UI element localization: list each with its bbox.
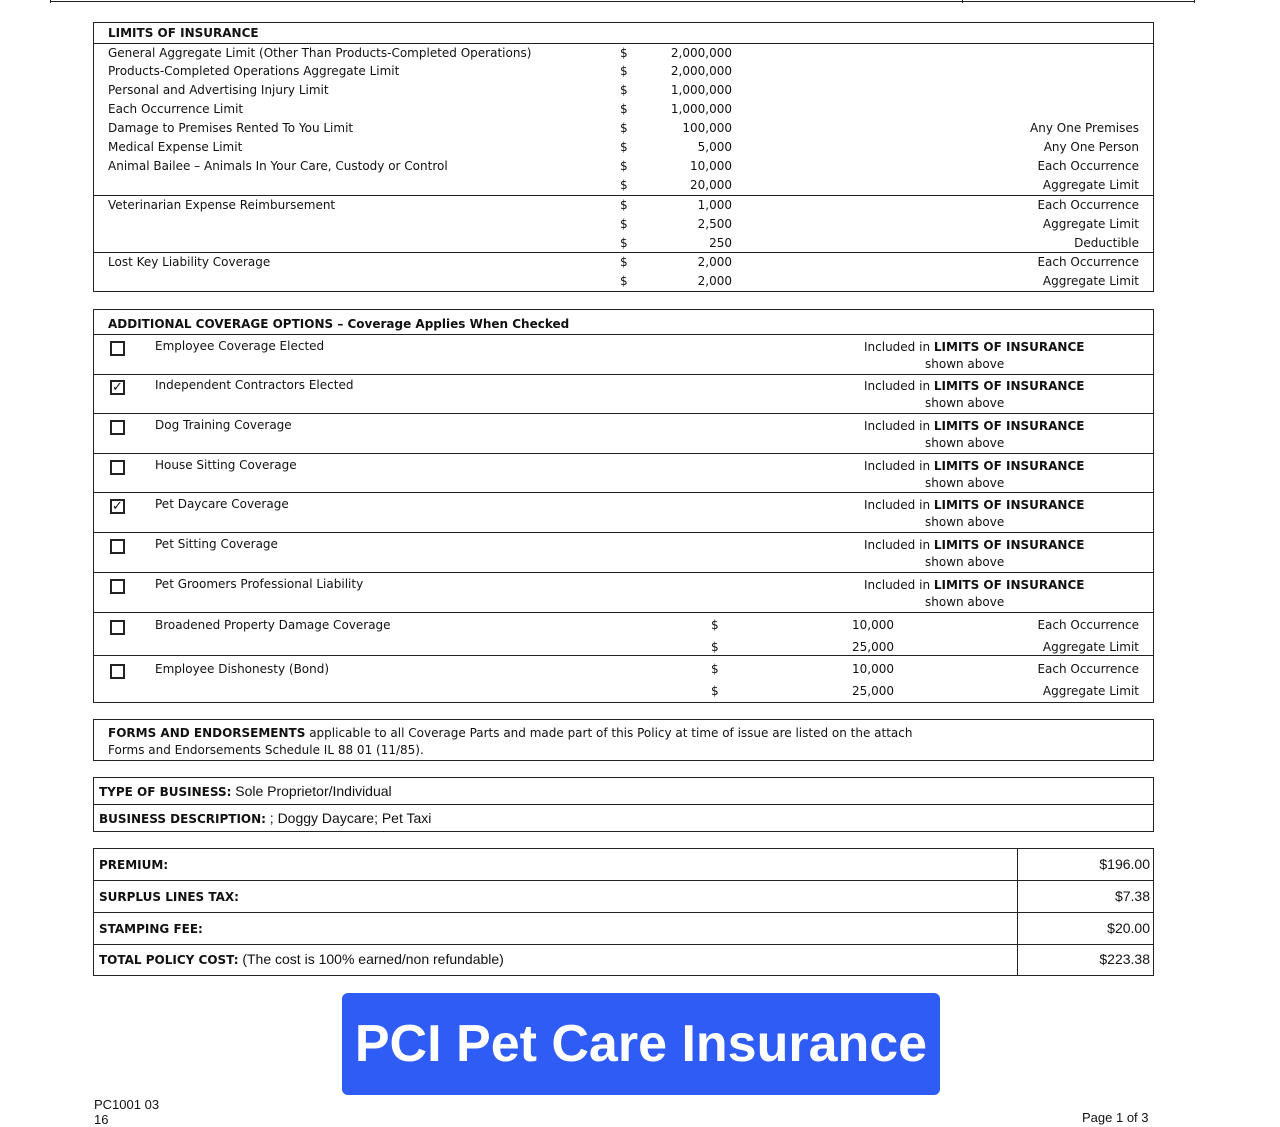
top-border-right: [1194, 0, 1195, 3]
included-text: [864, 379, 1084, 393]
row-divider: [93, 655, 1154, 656]
total-line: [99, 952, 504, 967]
coverage-label: Employee Dishonesty (Bond): [155, 662, 330, 676]
row-divider: [93, 532, 1154, 533]
limit-label: Animal Bailee – Animals In Your Care, Custody or Control: [108, 159, 448, 173]
limit-currency: $: [620, 64, 628, 78]
limit-currency: $: [620, 46, 628, 60]
row-divider: [93, 413, 1154, 414]
included-text: [864, 419, 1084, 433]
desc-value: ; Doggy Daycare; Pet Taxi: [269, 810, 432, 826]
forms-line-1: [108, 726, 912, 740]
row-divider: [93, 492, 1154, 493]
coverage-label: Broadened Property Damage Coverage: [155, 618, 391, 632]
included-bold: LIMITS OF INSURANCE: [933, 379, 1085, 393]
limits-heading: LIMITS OF INSURANCE: [108, 26, 259, 40]
coverage-checkbox[interactable]: [110, 420, 125, 435]
included-prefix: Included in: [864, 379, 931, 393]
coverage-currency: $: [711, 640, 719, 654]
included-suffix: shown above: [925, 436, 1005, 450]
included-prefix: Included in: [864, 538, 931, 552]
limit-amount: 2,000: [697, 255, 732, 269]
included-text: [864, 340, 1084, 354]
forms-text-1: applicable to all Coverage Parts and made part of this Policy at time of issue are listed on the attach: [309, 726, 913, 740]
row-divider: [93, 453, 1154, 454]
coverage-checkbox[interactable]: [110, 620, 125, 635]
limit-note: Any One Person: [1043, 140, 1139, 154]
limit-label: Products-Completed Operations Aggregate Limit: [108, 64, 400, 78]
included-bold: LIMITS OF INSURANCE: [933, 419, 1085, 433]
limit-amount: 1,000: [697, 198, 732, 212]
limit-label: Each Occurrence Limit: [108, 102, 244, 116]
limit-note: Each Occurrence: [1037, 198, 1139, 212]
limit-amount: 10,000: [690, 159, 732, 173]
limit-label: Damage to Premises Rented To You Limit: [108, 121, 354, 135]
total-label: TOTAL POLICY COST:: [99, 953, 239, 967]
included-suffix: shown above: [925, 595, 1005, 609]
included-suffix: shown above: [925, 555, 1005, 569]
type-value: Sole Proprietor/Individual: [235, 783, 392, 799]
limit-currency: $: [620, 159, 628, 173]
included-bold: LIMITS OF INSURANCE: [933, 538, 1085, 552]
included-bold: LIMITS OF INSURANCE: [933, 498, 1085, 512]
brand-banner: PCI Pet Care Insurance: [342, 993, 940, 1095]
limit-amount: 20,000: [690, 178, 732, 192]
business-description: [99, 811, 431, 826]
limit-note: Aggregate Limit: [1042, 217, 1139, 231]
additional-heading: ADDITIONAL COVERAGE OPTIONS – Coverage Applies When Checked: [108, 317, 570, 331]
limit-currency: $: [620, 102, 628, 116]
limit-amount: 250: [709, 236, 732, 250]
coverage-note: Aggregate Limit: [1042, 684, 1139, 698]
top-border-mid: [962, 0, 963, 3]
limit-label: Personal and Advertising Injury Limit: [108, 83, 329, 97]
limit-note: Deductible: [1074, 236, 1139, 250]
limit-note: Each Occurrence: [1037, 159, 1139, 173]
row-divider: [93, 572, 1154, 573]
total-value: $223.38: [1099, 951, 1150, 967]
coverage-currency: $: [711, 684, 719, 698]
total-note: (The cost is 100% earned/non refundable): [242, 951, 504, 967]
forms-text-2: Forms and Endorsements Schedule IL 88 01 (11/85).: [108, 743, 424, 757]
coverage-checkbox[interactable]: [110, 539, 125, 554]
coverage-label: Pet Daycare Coverage: [155, 497, 289, 511]
forms-heading: FORMS AND ENDORSEMENTS: [108, 726, 306, 740]
coverage-label: Pet Sitting Coverage: [155, 537, 278, 551]
coverage-note: Aggregate Limit: [1042, 640, 1139, 654]
limit-currency: $: [620, 178, 628, 192]
included-suffix: shown above: [925, 357, 1005, 371]
coverage-note: Each Occurrence: [1037, 662, 1139, 676]
limit-label: Veterinarian Expense Reimbursement: [108, 198, 336, 212]
page-number: Page 1 of 3: [1082, 1110, 1149, 1125]
coverage-label: House Sitting Coverage: [155, 458, 297, 472]
included-bold: LIMITS OF INSURANCE: [933, 459, 1085, 473]
limit-note: Each Occurrence: [1037, 255, 1139, 269]
coverage-amount: 25,000: [852, 684, 894, 698]
limit-currency: $: [620, 121, 628, 135]
coverage-label: Employee Coverage Elected: [155, 339, 325, 353]
limit-currency: $: [620, 274, 628, 288]
coverage-checkbox[interactable]: [110, 460, 125, 475]
coverage-checkbox[interactable]: ✓: [110, 499, 125, 514]
coverage-checkbox[interactable]: [110, 664, 125, 679]
fee-value: $20.00: [1107, 920, 1150, 936]
limit-note: Any One Premises: [1030, 121, 1139, 135]
coverage-currency: $: [711, 618, 719, 632]
included-bold: LIMITS OF INSURANCE: [933, 340, 1085, 354]
top-border-left: [50, 0, 51, 3]
limit-amount: 100,000: [682, 121, 732, 135]
row-divider: [93, 334, 1154, 335]
limit-label: Lost Key Liability Coverage: [108, 255, 271, 269]
limit-currency: $: [620, 255, 628, 269]
included-prefix: Included in: [864, 498, 931, 512]
form-id-line2: 16: [94, 1112, 109, 1127]
coverage-label: Independent Contractors Elected: [155, 378, 354, 392]
coverage-label: Dog Training Coverage: [155, 418, 292, 432]
limit-note: Aggregate Limit: [1042, 274, 1139, 288]
premium-value: $196.00: [1099, 856, 1150, 872]
included-prefix: Included in: [864, 578, 931, 592]
limit-label: Medical Expense Limit: [108, 140, 243, 154]
included-prefix: Included in: [864, 459, 931, 473]
limit-amount: 2,000,000: [670, 64, 732, 78]
row-divider: [93, 374, 1154, 375]
premium-label: PREMIUM:: [99, 858, 169, 872]
fee-label: STAMPING FEE:: [99, 922, 203, 936]
type-of-business: [99, 784, 392, 799]
tax-value: $7.38: [1114, 888, 1150, 904]
desc-label: BUSINESS DESCRIPTION:: [99, 812, 266, 826]
limit-currency: $: [620, 217, 628, 231]
type-label: TYPE OF BUSINESS:: [99, 785, 232, 799]
limit-amount: 1,000,000: [670, 83, 732, 97]
included-text: [864, 538, 1084, 552]
coverage-currency: $: [711, 662, 719, 676]
limit-label: General Aggregate Limit (Other Than Products-Completed Operations): [108, 46, 532, 60]
included-suffix: shown above: [925, 476, 1005, 490]
limit-note: Aggregate Limit: [1042, 178, 1139, 192]
included-suffix: shown above: [925, 515, 1005, 529]
included-suffix: shown above: [925, 396, 1005, 410]
included-prefix: Included in: [864, 419, 931, 433]
included-text: [864, 578, 1084, 592]
coverage-label: Pet Groomers Professional Liability: [155, 577, 364, 591]
limit-currency: $: [620, 236, 628, 250]
coverage-amount: 10,000: [852, 618, 894, 632]
coverage-note: Each Occurrence: [1037, 618, 1139, 632]
included-text: [864, 498, 1084, 512]
coverage-amount: 10,000: [852, 662, 894, 676]
row-divider: [93, 612, 1154, 613]
limit-amount: 2,500: [697, 217, 732, 231]
included-prefix: Included in: [864, 340, 931, 354]
included-bold: LIMITS OF INSURANCE: [933, 578, 1085, 592]
limit-currency: $: [620, 140, 628, 154]
coverage-checkbox[interactable]: [110, 579, 125, 594]
limit-currency: $: [620, 198, 628, 212]
limit-amount: 5,000: [697, 140, 732, 154]
coverage-checkbox[interactable]: ✓: [110, 380, 125, 395]
form-id: PC1001 03: [94, 1097, 160, 1112]
included-text: [864, 459, 1084, 473]
tax-label: SURPLUS LINES TAX:: [99, 890, 239, 904]
coverage-amount: 25,000: [852, 640, 894, 654]
top-border: [50, 1, 1195, 2]
limit-amount: 2,000,000: [670, 46, 732, 60]
coverage-checkbox[interactable]: [110, 341, 125, 356]
limit-amount: 1,000,000: [670, 102, 732, 116]
limit-amount: 2,000: [697, 274, 732, 288]
limit-currency: $: [620, 83, 628, 97]
